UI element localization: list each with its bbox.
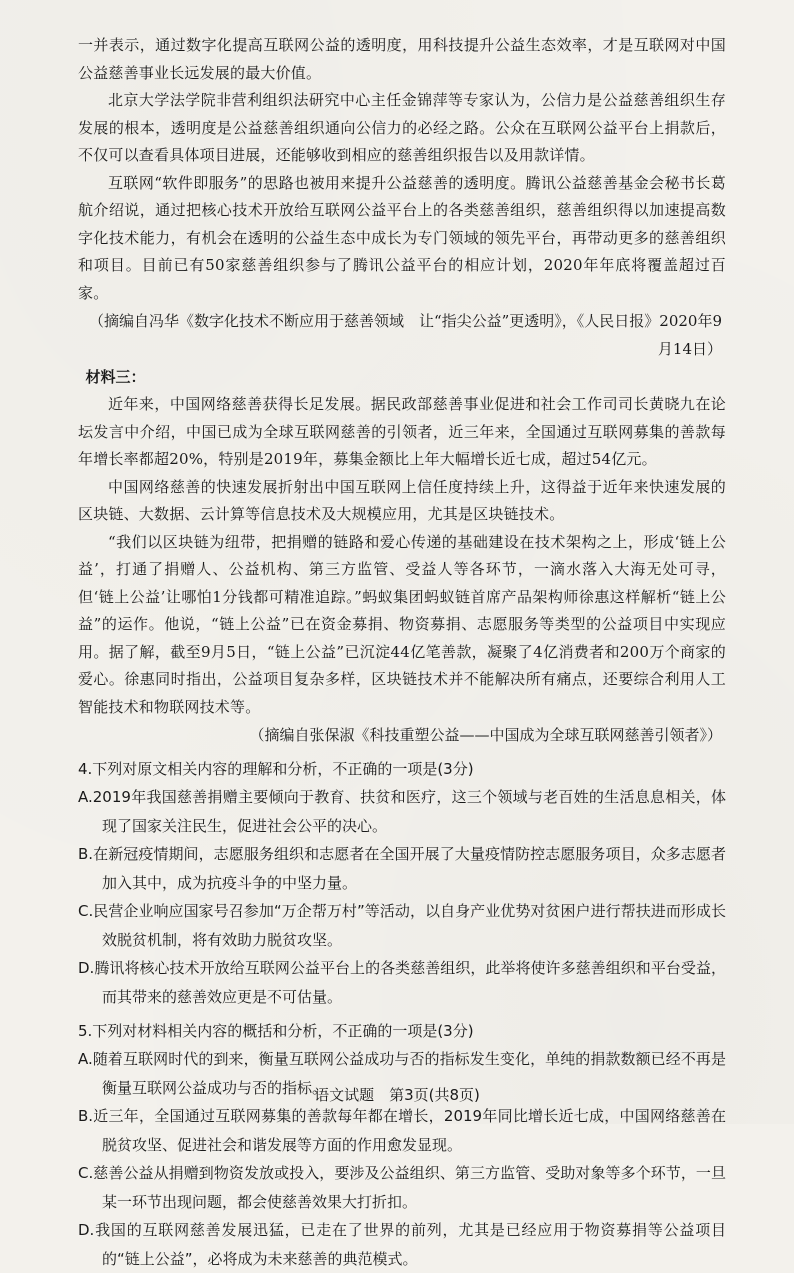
material-3-paragraph-2: 中国网络慈善的快速发展折射出中国互联网上信任度持续上升，这得益于近年来快速发展的区块链、大数据、云计算等信息技术及大规模应用，尤其是区块链技术。	[78, 477, 726, 523]
material-3-label: 材料三：	[85, 368, 146, 386]
source-citation-2: （摘编自冯华《数字化技术不断应用于慈善领域 让“指尖公益”更透明》，《人民日报》2020年9月14日）	[88, 312, 722, 358]
question-stem: 5.下列对材料相关内容的概括和分析，不正确的一项是(3分)	[78, 1022, 474, 1040]
option-a: A.2019年我国慈善捐赠主要倾向于教育、扶贫和医疗，这三个领域与老百姓的生活息息相关，体现了国家关注民生，促进社会公平的决心。	[78, 788, 726, 835]
source-citation-3: （摘编自张保淑《科技重塑公益——中国成为全球互联网慈善引领者》）	[249, 726, 722, 744]
question-4	[78, 755, 726, 1011]
passage-paragraph-tencent: 互联网“软件即服务”的思路也被用来提升公益慈善的透明度。腾讯公益慈善基金会秘书长葛航介绍说，通过把核心技术开放给互联网公益平台上的各类慈善组织，慈善组织得以加速提高数字化技术能力，有机会在透明的公益生态中成长为专门领域的领先平台，再带动更多的慈善组织和项目。目前已有50家慈善组织参与了腾讯公益平台的相应计划，2020年年底将覆盖超过百家。	[78, 173, 726, 302]
option-b: B.近三年，全国通过互联网募集的善款每年都在增长，2019年同比增长近七成，中国网络慈善在脱贫攻坚、促进社会和谐发展等方面的作用愈发显现。	[78, 1107, 726, 1154]
option-d: D.腾讯将核心技术开放给互联网公益平台上的各类慈善组织，此举将使许多慈善组织和平台受益，而其带来的慈善效应更是不可估量。	[78, 959, 726, 1006]
option-c: C.慈善公益从捐赠到物资发放或投入，要涉及公益组织、第三方监管、受助对象等多个环节，一旦某一环节出现问题，都会使慈善效果大打折扣。	[78, 1164, 726, 1211]
material-3-paragraph-1: 近年来，中国网络慈善获得长足发展。据民政部慈善事业促进和社会工作司司长黄晓九在论坛发言中介绍，中国已成为全球互联网慈善的引领者，近三年来，全国通过互联网募集的善款每年增长率都超20%，特别是2019年，募集金额比上年大幅增长近七成，超过54亿元。	[78, 395, 726, 468]
material-3-paragraph-3: “我们以区块链为纽带，把捐赠的链路和爱心传递的基础建设在技术架构之上，形成‘链上公益’，打通了捐赠人、公益机构、第三方监管、受益人等各环节，一滴水落入大海无处可寻，但‘链上公益’让哪怕1分钱都可精准追踪。”蚂蚁集团蚂蚁链首席产品架构师徐惠这样解析“链上公益”的运作。他说，“链上公益”已在资金募捐、物资募捐、志愿服务等类型的公益项目中实现应用。据了解，截至9月5日，“链上公益”已沉淀44亿笔善款，凝聚了4亿消费者和200万个商家的爱心。徐惠同时指出，公益项目复杂多样，区块链技术并不能解决所有痛点，还要综合利用人工智能技术和物联网技术等。	[78, 532, 726, 716]
passage-paragraph-peking: 北京大学法学院非营利组织法研究中心主任金锦萍等专家认为，公信力是公益慈善组织生存发展的根本，透明度是公益慈善组织通向公信力的必经之路。公众在互联网公益平台上捐款后，不仅可以查看具体项目进展，还能够收到相应的慈善组织报告以及用款详情。	[78, 91, 726, 164]
question-stem: 4.下列对原文相关内容的理解和分析，不正确的一项是(3分)	[78, 760, 474, 778]
passage-continuation: 一并表示，通过数字化提高互联网公益的透明度，用科技提升公益生态效率，才是互联网对中国公益慈善事业长远发展的最大价值。	[78, 36, 726, 82]
option-b: B.在新冠疫情期间，志愿服务组织和志愿者在全国开展了大量疫情防控志愿服务项目，众多志愿者加入其中，成为抗疫斗争的中坚力量。	[78, 845, 726, 892]
page-footer: 语文试题 第3页(共8页)	[314, 1086, 480, 1104]
option-d: D.我国的互联网慈善发展迅猛，已走在了世界的前列，尤其是已经应用于物资募捐等公益项目的“链上公益”，必将成为未来慈善的典范模式。	[78, 1221, 726, 1268]
option-a: A.随着互联网时代的到来，衡量互联网公益成功与否的指标发生变化，单纯的捐款数额已经不再是衡量互联网公益成功与否的指标。	[78, 1050, 726, 1097]
question-5	[78, 1017, 726, 1273]
option-c: C.民营企业响应国家号召参加“万企帮万村”等活动，以自身产业优势对贫困户进行帮扶进而形成长效脱贫机制，将有效助力脱贫攻坚。	[78, 902, 726, 949]
